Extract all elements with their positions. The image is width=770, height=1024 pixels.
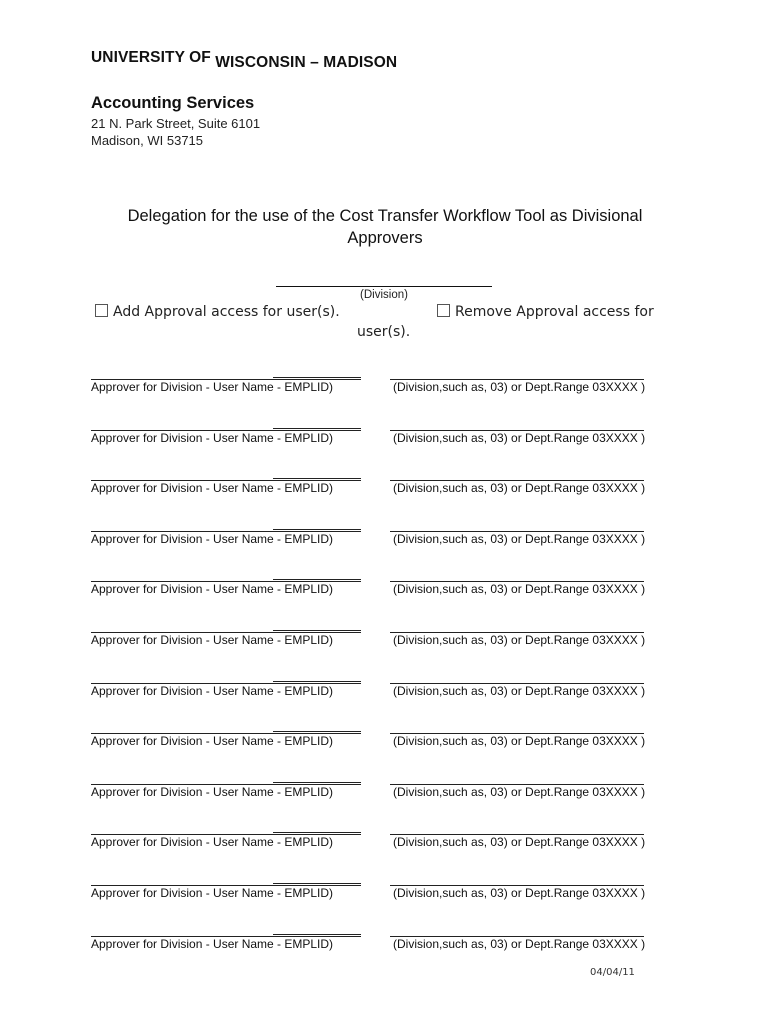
approver-label: Approver for Division - User Name - EMPLID) xyxy=(91,633,334,647)
approver-label: Approver for Division - User Name - EMPLID) xyxy=(91,734,334,749)
add-access-label: Add Approval access for user(s). xyxy=(113,304,340,320)
approver-emplid-line[interactable] xyxy=(273,630,361,631)
approver-emplid-line[interactable] xyxy=(273,934,361,935)
approver-label: Approver for Division - User Name - EMPLID) xyxy=(91,936,334,951)
division-range-label: (Division,such as, 03) or Dept.Range 03XXXX ) xyxy=(393,936,646,951)
address-line-1: 21 N. Park Street, Suite 6101 xyxy=(91,116,261,131)
division-range-label: (Division,such as, 03) or Dept.Range 03XXXX ) xyxy=(393,886,646,900)
approver-row xyxy=(91,418,691,448)
approver-label: Approver for Division - User Name - EMPLID) xyxy=(91,380,334,394)
form-title: Delegation for the use of the Cost Transfer Workflow Tool as Divisional Approvers xyxy=(127,207,643,247)
university-suffix: WISCONSIN – MADISON xyxy=(215,54,398,71)
department-name: Accounting Services xyxy=(91,94,255,112)
division-input-line[interactable] xyxy=(276,286,492,287)
division-range-label: (Division,such as, 03) or Dept.Range 03XXXX ) xyxy=(393,734,646,749)
approver-emplid-line[interactable] xyxy=(273,478,361,479)
approver-emplid-line[interactable] xyxy=(273,883,361,884)
remove-access-checkbox[interactable] xyxy=(437,304,450,317)
division-label: (Division) xyxy=(360,289,408,301)
approver-row xyxy=(91,620,691,650)
division-range-label: (Division,such as, 03) or Dept.Range 03XXXX ) xyxy=(393,683,646,698)
division-range-label: (Division,such as, 03) or Dept.Range 03XXXX ) xyxy=(393,380,646,394)
add-access-option[interactable] xyxy=(95,302,340,322)
revision-date: 04/04/11 xyxy=(590,967,635,978)
remove-access-option[interactable] xyxy=(437,302,654,322)
division-range-label: (Division,such as, 03) or Dept.Range 03XXXX ) xyxy=(393,582,646,597)
approver-emplid-line[interactable] xyxy=(273,832,361,833)
approver-emplid-line[interactable] xyxy=(273,377,361,378)
approver-emplid-line[interactable] xyxy=(273,731,361,732)
approver-label: Approver for Division - User Name - EMPLID) xyxy=(91,835,334,850)
approver-emplid-line[interactable] xyxy=(273,428,361,429)
division-range-label: (Division,such as, 03) or Dept.Range 03XXXX ) xyxy=(393,531,646,546)
approver-row xyxy=(91,721,691,751)
division-range-label: (Division,such as, 03) or Dept.Range 03XXXX ) xyxy=(393,633,646,647)
division-range-label: (Division,such as, 03) or Dept.Range 03XXXX ) xyxy=(393,835,646,850)
approver-label: Approver for Division - User Name - EMPLID) xyxy=(91,430,334,445)
approver-emplid-line[interactable] xyxy=(273,579,361,580)
division-range-label: (Division,such as, 03) or Dept.Range 03XXXX ) xyxy=(393,784,646,799)
university-prefix: UNIVERSITY OF xyxy=(91,49,211,66)
approver-label: Approver for Division - User Name - EMPLID) xyxy=(91,531,334,546)
approver-row xyxy=(91,873,691,903)
approver-row xyxy=(91,924,691,954)
approver-label: Approver for Division - User Name - EMPLID) xyxy=(91,683,334,698)
approver-emplid-line[interactable] xyxy=(273,529,361,530)
approver-emplid-line[interactable] xyxy=(273,782,361,783)
department-address xyxy=(91,115,260,149)
address-line-2: Madison, WI 53715 xyxy=(91,133,204,148)
division-range-label: (Division,such as, 03) or Dept.Range 03XXXX ) xyxy=(393,481,646,496)
approver-row xyxy=(91,772,691,802)
approver-row xyxy=(91,822,691,852)
division-range-label: (Division,such as, 03) or Dept.Range 03XXXX ) xyxy=(393,430,646,445)
remove-access-label: Remove Approval access for xyxy=(455,304,654,320)
approver-row xyxy=(91,367,691,397)
approver-row xyxy=(91,468,691,498)
add-access-checkbox[interactable] xyxy=(95,304,108,317)
approver-row xyxy=(91,671,691,701)
approver-emplid-line[interactable] xyxy=(273,681,361,682)
approver-label: Approver for Division - User Name - EMPLID) xyxy=(91,886,334,900)
university-name xyxy=(91,49,398,71)
approver-row xyxy=(91,519,691,549)
approver-row xyxy=(91,569,691,599)
approver-label: Approver for Division - User Name - EMPLID) xyxy=(91,582,334,597)
approver-label: Approver for Division - User Name - EMPLID) xyxy=(91,784,334,799)
approver-label: Approver for Division - User Name - EMPLID) xyxy=(91,481,334,496)
remove-access-label-cont: user(s). xyxy=(357,324,411,340)
